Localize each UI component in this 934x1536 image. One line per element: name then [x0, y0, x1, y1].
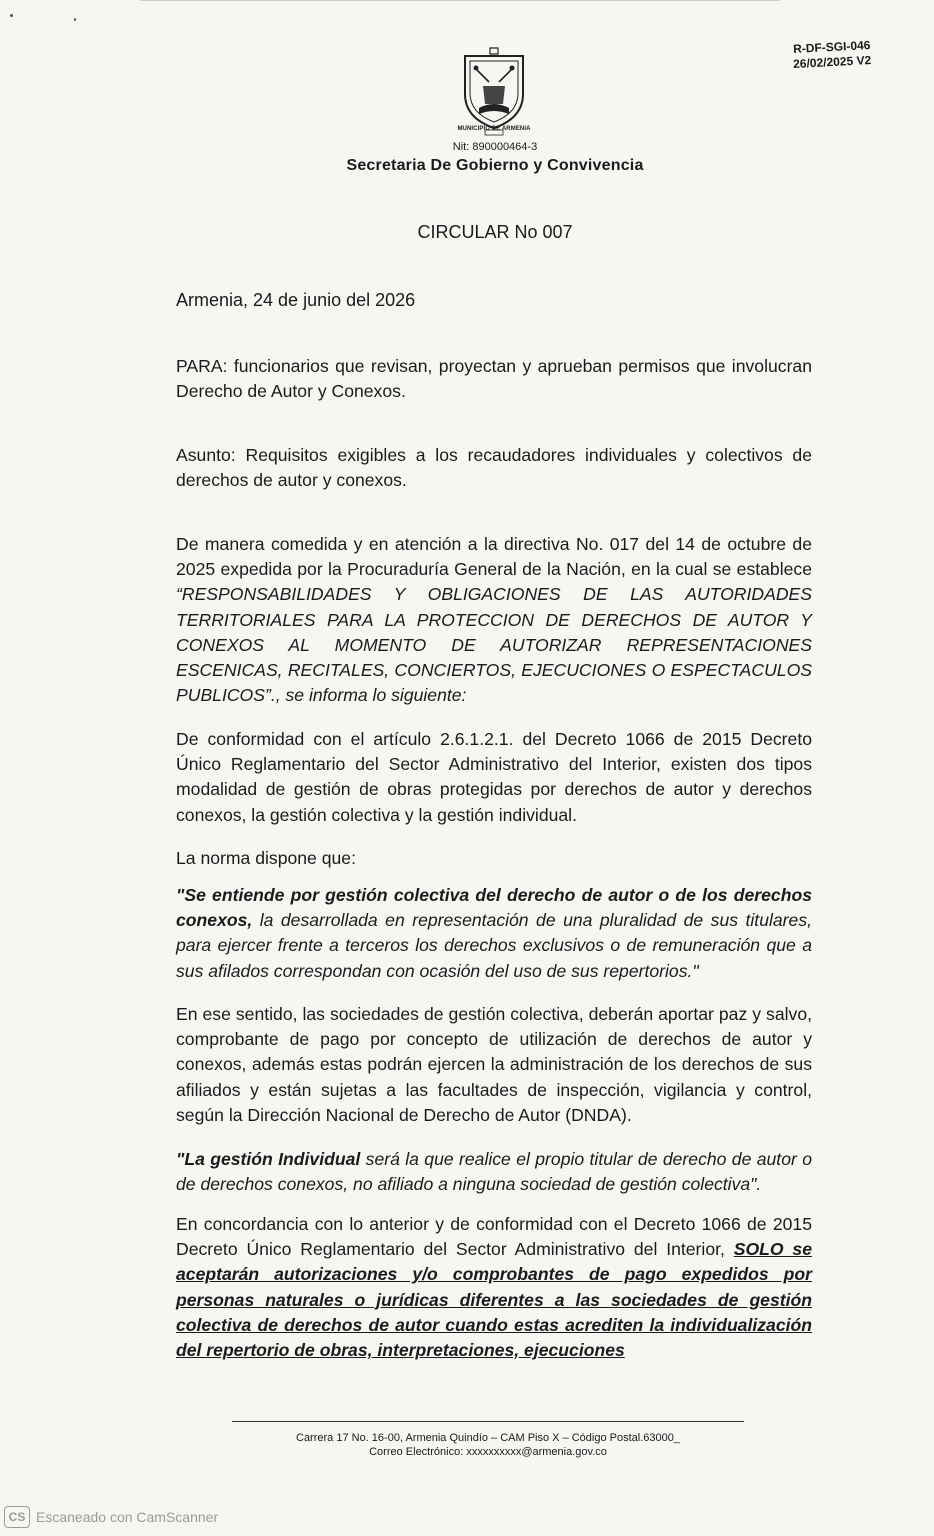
form-code-id: R-DF-SGI-046: [792, 38, 871, 57]
directive-title: “RESPONSABILIDADES Y OBLIGACIONES DE LAS AUTORIDADES TERRITORIALES PARA LA PROTECCION DE DERECHOS DE AUTOR Y CONEXOS AL MOMENTO DE AUTORIZAR REPRESENTACIONES ESCENICAS, RECITALES, CONCIERTOS, EJECUCIONES O ESPECTACULOS PUBLICOS”: [176, 584, 812, 706]
dependency-name: Secretaria De Gobierno y Convivencia: [346, 157, 644, 174]
societies-paragraph: En ese sentido, las sociedades de gestión colectiva, deberán aportar paz y salvo, comprobante de pago por concepto de utilización de derechos de autor y conexos, además estas podrán ejercen la administración de los derechos de sus afiliados y están sujetas a las facultades de inspección, vigilancia y control, según la Dirección Nacional de Derecho de Autor (DNDA).: [176, 1004, 812, 1125]
circular-title: CIRCULAR No 007: [417, 222, 573, 242]
collective-quote-text: la desarrollada en representación de una pluralidad de sus titulares, para ejercer frente a terceros los derechos exclusivos o de remuneración que a sus afilados correspondan con ocasión del uso de sus repertorios.": [176, 910, 812, 981]
nit-number: Nit: 890000464-3: [452, 141, 538, 153]
conclusion-paragraph: [176, 1212, 812, 1363]
circular-date: Armenia, 24 de junio del 2026: [176, 290, 416, 310]
intro-paragraph: [176, 532, 812, 708]
footer-address: Carrera 17 No. 16-00, Armenia Quindío – CAM Piso X – Código Postal.63000_: [296, 1432, 680, 1444]
norm-paragraph: La norma dispone que:: [176, 848, 356, 868]
camscanner-icon: CS: [4, 1506, 30, 1528]
individual-quote-text: será la que realice el propio titular de derecho de autor o de derechos conexos, no afiliado a ninguna sociedad de gestión colectiva".: [176, 1149, 812, 1195]
intro-ending: ., se informa lo siguiente:: [270, 685, 467, 706]
scanner-watermark: [4, 1506, 218, 1528]
intro-text: De manera comedida y en atención a la directiva No. 017 del 14 de octubre de 2025 expedida por la Procuraduría General de la Nación, en la cual se establece: [176, 534, 812, 580]
collective-quote-bold: "Se entiende por gestión colectiva del derecho de autor o de los derechos conexos,: [176, 885, 812, 931]
individual-quote-bold: "La gestión Individual: [176, 1149, 361, 1169]
scan-speck: [10, 14, 13, 17]
scan-edge-line: [140, 0, 780, 1]
subject-text: Requisitos exigibles a los recaudadores individuales y colectivos de derechos de autor y conexos.: [176, 445, 812, 491]
form-code-date: 26/02/2025 V2: [792, 52, 872, 72]
footer-divider: [232, 1421, 744, 1422]
conclusion-underlined: SOLO se aceptarán autorizaciones y/o comprobantes de pago expedidos por personas naturales o jurídicas diferentes a las sociedades de gestión colectiva de derechos de autor cuando estas acrediten la individualización del repertorio de obras, interpretaciones, ejecuciones: [176, 1239, 812, 1361]
decree-paragraph: De conformidad con el artículo 2.6.1.2.1. del Decreto 1066 de 2015 Decreto Único Reglamentario del Sector Administrativo del Interior, existen dos tipos modalidad de gestión de obras protegidas por derechos de autor y derechos conexos, la gestión colectiva y la gestión individual.: [176, 729, 812, 825]
scanner-text: Escaneado con CamScanner: [36, 1509, 219, 1525]
subject-label: Asunto:: [176, 445, 236, 465]
recipients-text: funcionarios que revisan, proyectan y aprueban permisos que involucran Derecho de Autor y Conexos.: [176, 356, 812, 402]
logo-caption: MUNICIPIO DE ARMENIA: [457, 126, 531, 132]
recipients-paragraph: [176, 354, 812, 404]
recipients-label: PARA:: [176, 356, 228, 376]
collective-quote: [176, 883, 812, 984]
form-code: [770, 38, 871, 73]
scan-speck: [74, 18, 76, 21]
individual-quote: [176, 1147, 812, 1197]
footer-email: Correo Electrónico: xxxxxxxxxx@armenia.gov.co: [369, 1446, 607, 1458]
subject-paragraph: [176, 443, 812, 493]
conclusion-text: En concordancia con lo anterior y de conformidad con el Decreto 1066 de 2015 Decreto Único Reglamentario del Sector Administrativo del Interior,: [176, 1214, 812, 1260]
